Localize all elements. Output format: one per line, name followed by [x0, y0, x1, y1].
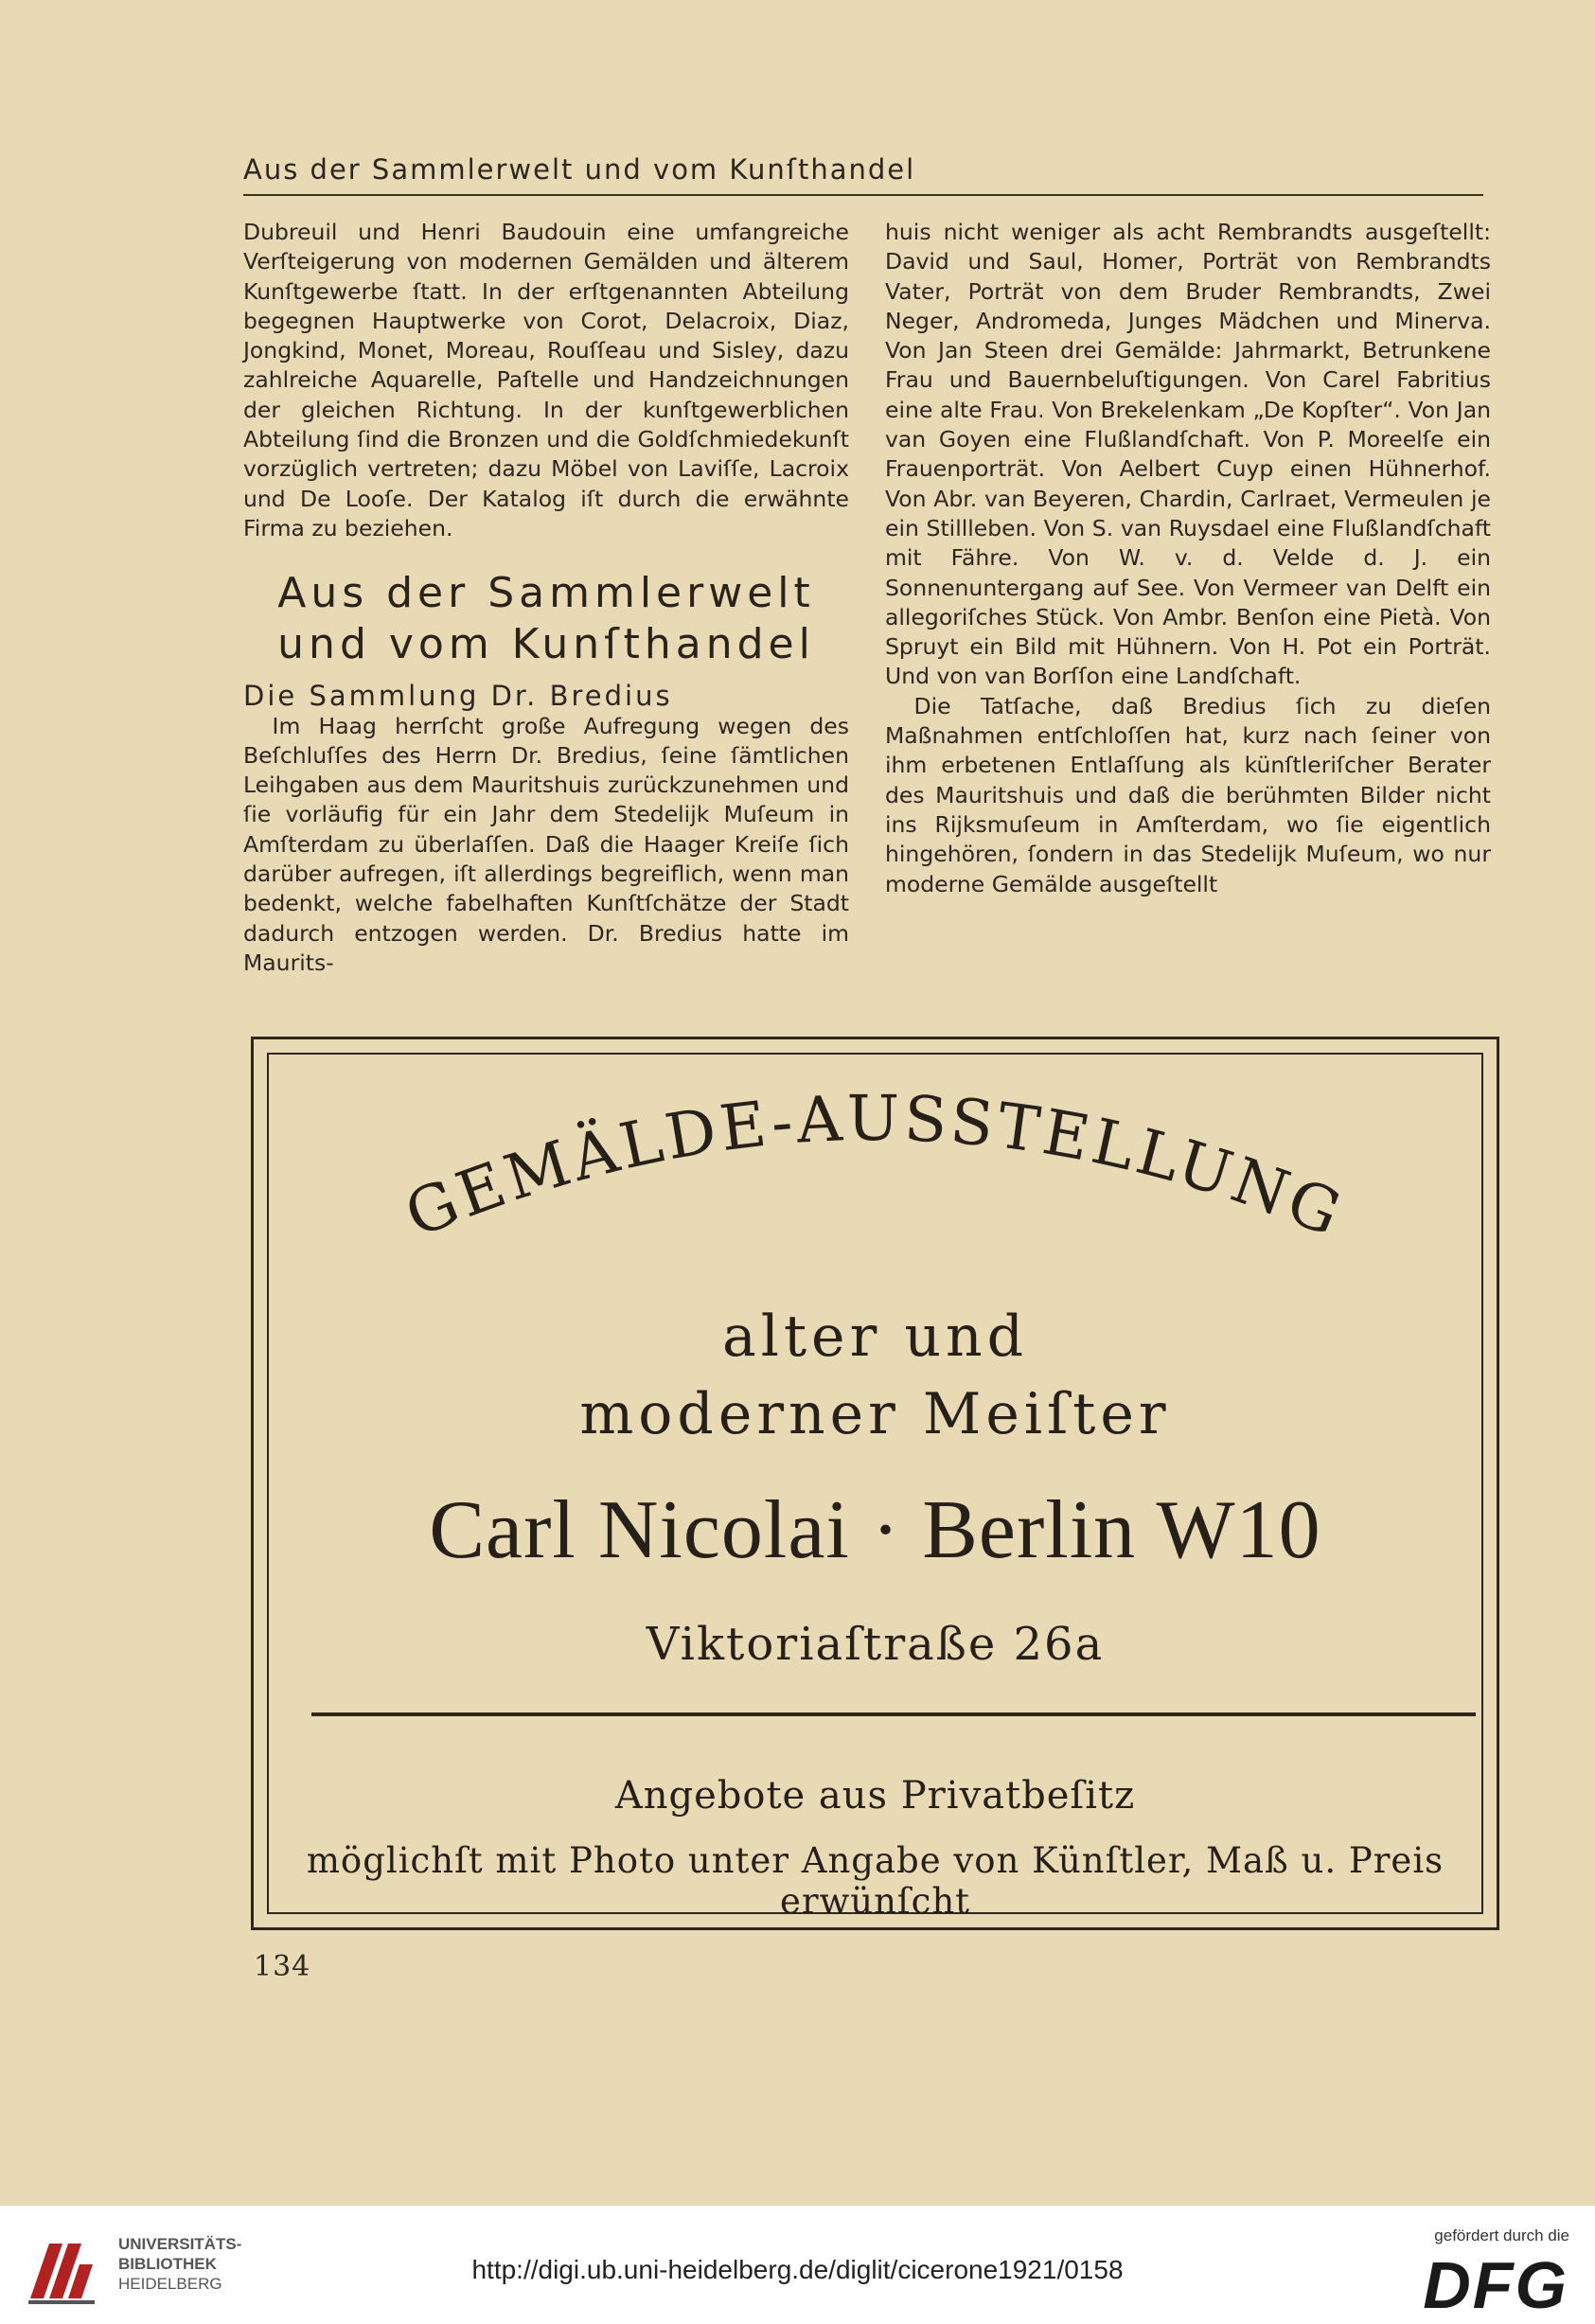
ad-conditions: möglichſt mit Photo unter Angabe von Künſtler, Maß u. Preis erwünſcht: [306, 1840, 1444, 1922]
source-url-link[interactable]: http://digi.ub.uni-heidelberg.de/diglit/cicerone1921/0158: [471, 2255, 1124, 2284]
header-rule: [243, 194, 1483, 196]
library-name-line-3: HEIDELBERG: [118, 2275, 222, 2293]
page-number: 134: [254, 1950, 311, 1983]
library-name-line-1: UNIVERSITÄTS-: [118, 2235, 242, 2253]
library-name-line-2: BIBLIOTHEK: [118, 2255, 217, 2273]
section-title-line-2: und vom Kunſthandel: [277, 620, 815, 669]
ad-line-1: alter und: [721, 1304, 1029, 1370]
section-title-line-1: Aus der Sammlerwelt: [277, 569, 815, 618]
right-paragraph-2: Die Tatſache, daß Bredius ſich zu dieſen Maßnahmen entſchloſſen hat, kurz nach ſeiner von ihm erbetenen Entlaſſung als künſtleriſcher Berater des Mauritshuis und daß die berühmten Bilder nicht ins Rijksmuſeum in Amſterdam, wo ſie eigentlich hingehören, ſondern in das Stedelijk Muſeum, wo nur moderne Gemälde ausgeſtellt: [885, 692, 1491, 897]
left-paragraph-1: Dubreuil und Henri Baudouin eine umfangreiche Verſteigerung von modernen Gemälden und älterem Kunſtgewerbe ſtatt. In der erſtgenannten Abteilung begegnen Hauptwerke von Corot, Delacroix, Diaz, Jongkind, Monet, Moreau, Rouſſeau und Sisley, dazu zahlreiche Aquarelle, Paſtelle und Handzeichnungen der gleichen Richtung. In der kunſtgewerblichen Abteilung ſind die Bronzen und die Goldſchmiedekunſt vorzüglich vertreten; dazu Möbel von Laviſſe, Lacroix und De Looſe. Der Katalog iſt durch die erwähnte Firma zu beziehen.: [243, 219, 849, 541]
funded-by-note: gefördert durch die: [1434, 2226, 1569, 2244]
arc-title: GEMÄLDE-AUSSTELLUNG: [395, 1081, 1355, 1252]
left-paragraph-2: Im Haag herrſcht große Aufregung wegen des Beſchluſſes des Herrn Dr. Bredius, ſeine ſämtlichen Leihgaben aus dem Mauritshuis zurückzunehmen und ſie vorläufig für ein Jahr dem Stedelijk Muſeum in Amſterdam zu überlaſſen. Daß die Haager Kreiſe ſich darüber aufregen, iſt allerdings begreiflich, wenn man bedenkt, welche fabelhaften Kunſtſchätze der Stadt dadurch entzogen werden. Dr. Bredius hatte im Maurits-: [243, 712, 849, 976]
advertisement-box: [251, 1037, 1499, 1930]
ad-divider: [311, 1712, 1476, 1716]
digitization-footer: [0, 2206, 1595, 2324]
left-column: [243, 218, 849, 978]
ad-firm-name: Carl Nicolai · Berlin W10: [429, 1484, 1321, 1576]
ad-line-2: moderner Meiſter: [579, 1381, 1171, 1447]
running-title: Aus der Sammlerwelt und vom Kunſthandel: [243, 153, 916, 186]
section-title: [243, 568, 849, 670]
ad-address: Viktoriaſtraße 26a: [646, 1618, 1105, 1671]
subheading: Die Sammlung Dr. Bredius: [243, 680, 673, 713]
dfg-logo: DFG: [1423, 2248, 1568, 2322]
right-paragraph-1: huis nicht weniger als acht Rembrandts ausgeſtellt: David und Saul, Homer, Porträt von Rembrandts Vater, Porträt von dem Bruder Rembrandts, Zwei Neger, Andromeda, Junges Mädchen und Minerva. Von Jan Steen drei Gemälde: Jahrmarkt, Betrunkene Frau und Bauernbeluſtigungen. Von Carel Fabritius eine alte Frau. Von Brekelenkam „De Kopſter“. Von Jan van Goyen eine Flußlandſchaft. Von P. Moreelſe ein Frauenporträt. Von Aelbert Cuyp einen Hühnerhof. Von Abr. van Beyeren, Chardin, Carlraet, Vermeulen je ein Stillleben. Von S. van Ruysdael eine Flußlandſchaft mit Fähre. Von W. v. d. Velde d. J. ein Sonnenuntergang auf See. Von Vermeer van Delft ein allegoriſches Stück. Von Ambr. Benſon eine Pietà. Von Spruyt ein Bild mit Hühnern. Von H. Pot ein Porträt. Und von van Borſſon eine Landſchaft.: [885, 219, 1491, 690]
right-column: [885, 218, 1491, 899]
ad-offer: Angebote aus Privatbeſitz: [614, 1774, 1136, 1818]
advertisement-inner-frame: [267, 1053, 1483, 1922]
